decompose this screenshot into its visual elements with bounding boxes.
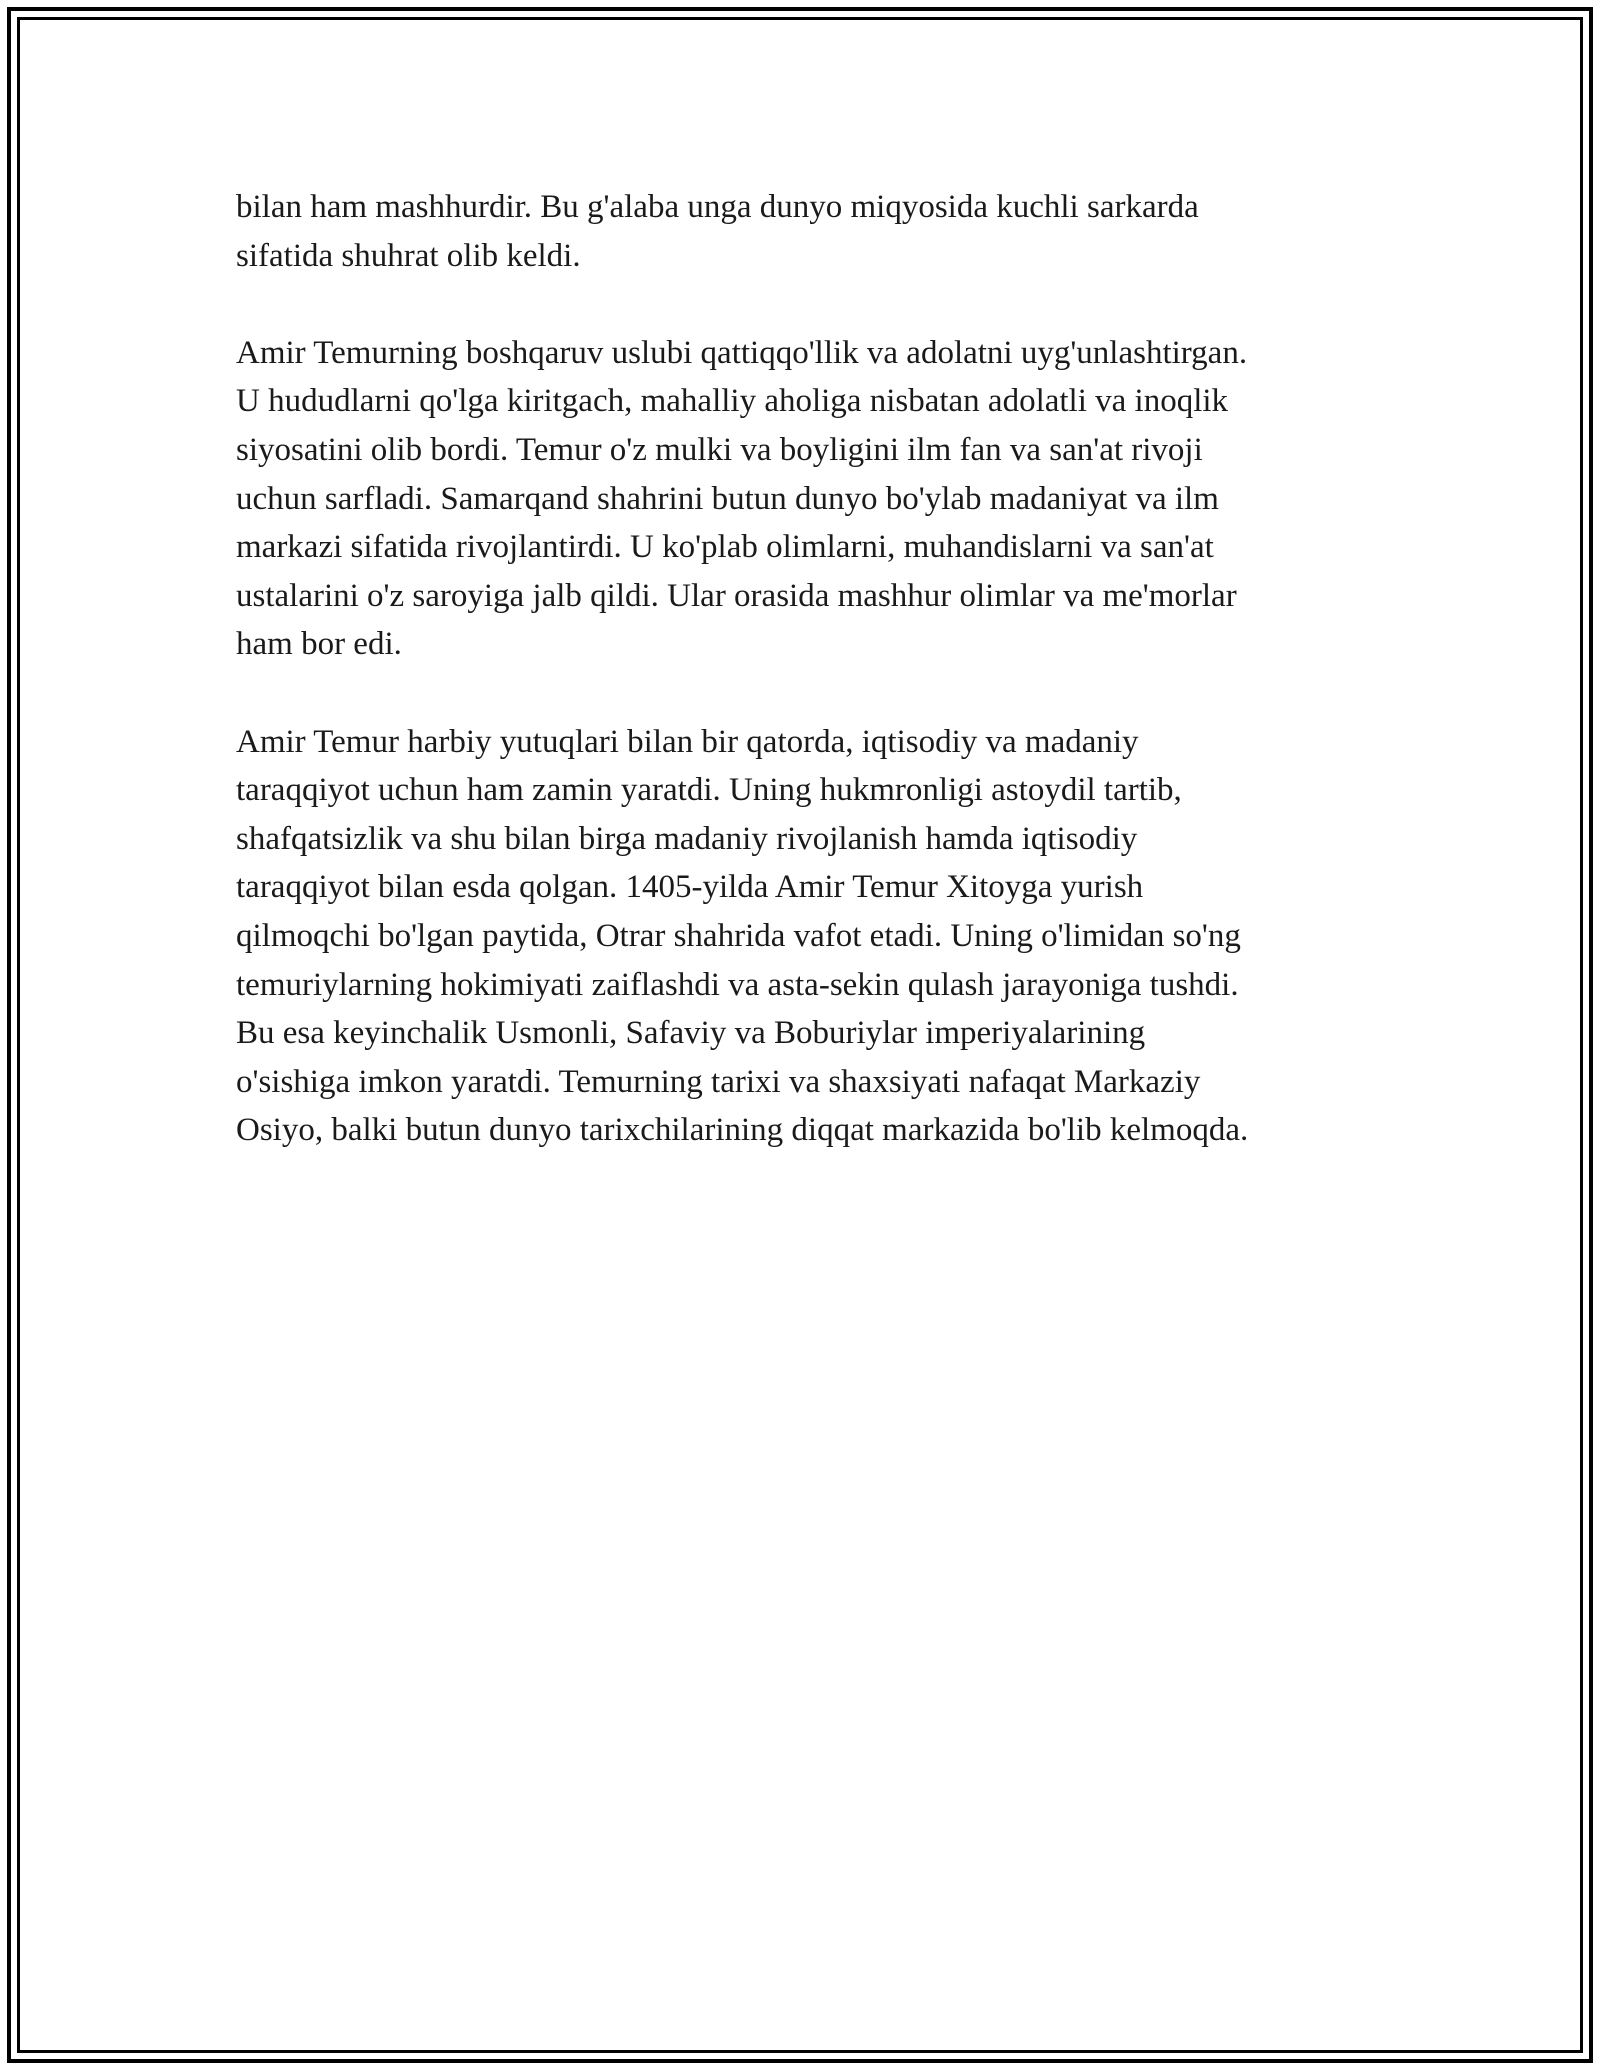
paragraph-1 — [236, 183, 1366, 280]
text-line: ham bor edi. — [236, 626, 402, 663]
text-line: siyosatini olib bordi. Temur o'z mulki va boyligini ilm fan va san'at rivoji — [236, 431, 1203, 468]
text-line: sifatida shuhrat olib keldi. — [236, 237, 581, 274]
text-line: temuriylarning hokimiyati zaiflashdi va asta-sekin qulash jarayoniga tushdi. — [236, 966, 1239, 1003]
text-line: shafqatsizlik va shu bilan birga madaniy rivojlanish hamda iqtisodiy — [236, 820, 1138, 857]
text-line: qilmoqchi bo'lgan paytida, Otrar shahrida vafot etadi. Uning o'limidan so'ng — [236, 917, 1241, 954]
paragraph-2 — [236, 329, 1366, 669]
document-body — [236, 183, 1366, 1203]
paragraph-3 — [236, 718, 1366, 1155]
text-line: markazi sifatida rivojlantirdi. U ko'plab olimlarni, muhandislarni va san'at — [236, 529, 1214, 566]
text-line: taraqqiyot uchun ham zamin yaratdi. Uning hukmronligi astoydil tartib, — [236, 772, 1182, 809]
text-line: Osiyo, balki butun dunyo tarixchilarining diqqat markazida bo'lib kelmoqda. — [236, 1112, 1249, 1149]
text-line: Amir Temur harbiy yutuqlari bilan bir qatorda, iqtisodiy va madaniy — [236, 723, 1139, 760]
text-line: o'sishiga imkon yaratdi. Temurning tarixi va shaxsiyati nafaqat Markaziy — [236, 1063, 1201, 1100]
text-line: U hududlarni qo'lga kiritgach, mahalliy aholiga nisbatan adolatli va inoqlik — [236, 383, 1229, 420]
text-line: ustalarini o'z saroyiga jalb qildi. Ular orasida mashhur olimlar va me'morlar — [236, 577, 1237, 614]
text-line: bilan ham mashhurdir. Bu g'alaba unga dunyo miqyosida kuchli sarkarda — [236, 189, 1199, 225]
text-line: Amir Temurning boshqaruv uslubi qattiqqo'llik va adolatni uyg'unlashtirgan. — [236, 334, 1248, 371]
text-line: uchun sarfladi. Samarqand shahrini butun dunyo bo'ylab madaniyat va ilm — [236, 480, 1219, 517]
text-line: Bu esa keyinchalik Usmonli, Safaviy va Boburiylar imperiyalarining — [236, 1015, 1146, 1052]
text-line: taraqqiyot bilan esda qolgan. 1405-yilda Amir Temur Xitoyga yurish — [236, 869, 1144, 906]
